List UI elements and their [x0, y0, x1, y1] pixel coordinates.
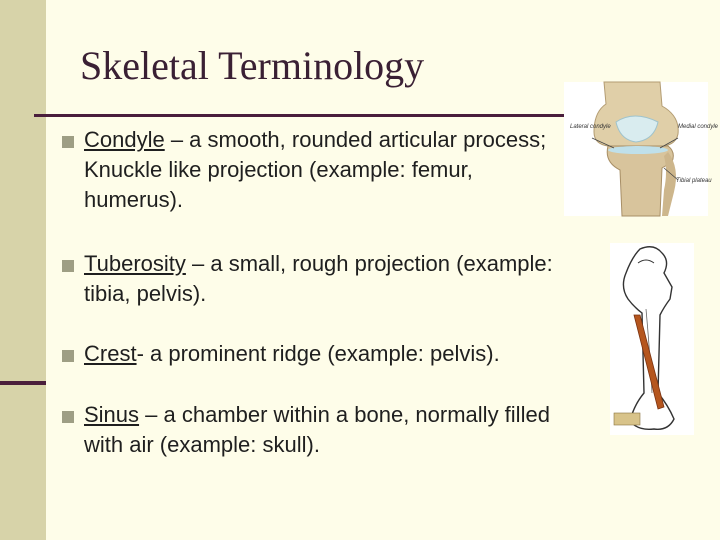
bullet-tuberosity	[60, 249, 565, 309]
label-tibial-plateau: Tibial plateau	[676, 178, 712, 184]
bullet-square-icon	[62, 350, 74, 362]
term-sinus: Sinus	[84, 402, 140, 427]
label-medial-condyle: Medial condyle	[678, 124, 719, 130]
description-crest: - a prominent ridge (example: pelvis).	[136, 341, 500, 366]
bullet-square-icon	[62, 411, 74, 423]
description-tuberosity: – a small, rough projection (example: tibia, pelvis).	[84, 251, 553, 306]
term-crest: Crest	[84, 341, 137, 366]
bullet-text	[60, 125, 565, 215]
bullet-crest	[60, 339, 565, 369]
femur-muscle-image	[610, 243, 694, 435]
bullet-text	[60, 339, 565, 369]
left-band-rule	[0, 381, 46, 385]
bullet-square-icon	[62, 136, 74, 148]
description-condyle: – a smooth, rounded articular process; Knuckle like projection (example: femur, humerus).	[84, 127, 547, 212]
knee-condyle-image	[564, 82, 719, 216]
bullet-text	[60, 249, 565, 309]
label-lateral-condyle: Lateral condyle	[570, 124, 611, 130]
description-sinus: – a chamber within a bone, normally filled with air (example: skull).	[84, 402, 550, 457]
bullet-sinus	[60, 400, 565, 460]
term-condyle: Condyle	[84, 127, 165, 152]
bullet-text	[60, 400, 565, 460]
slide-title: Skeletal Terminology	[80, 43, 425, 88]
term-tuberosity: Tuberosity	[84, 251, 186, 276]
left-accent-band	[0, 0, 46, 540]
bullet-condyle	[60, 125, 565, 215]
title-underline-rule	[34, 114, 588, 117]
bullet-square-icon	[62, 260, 74, 272]
